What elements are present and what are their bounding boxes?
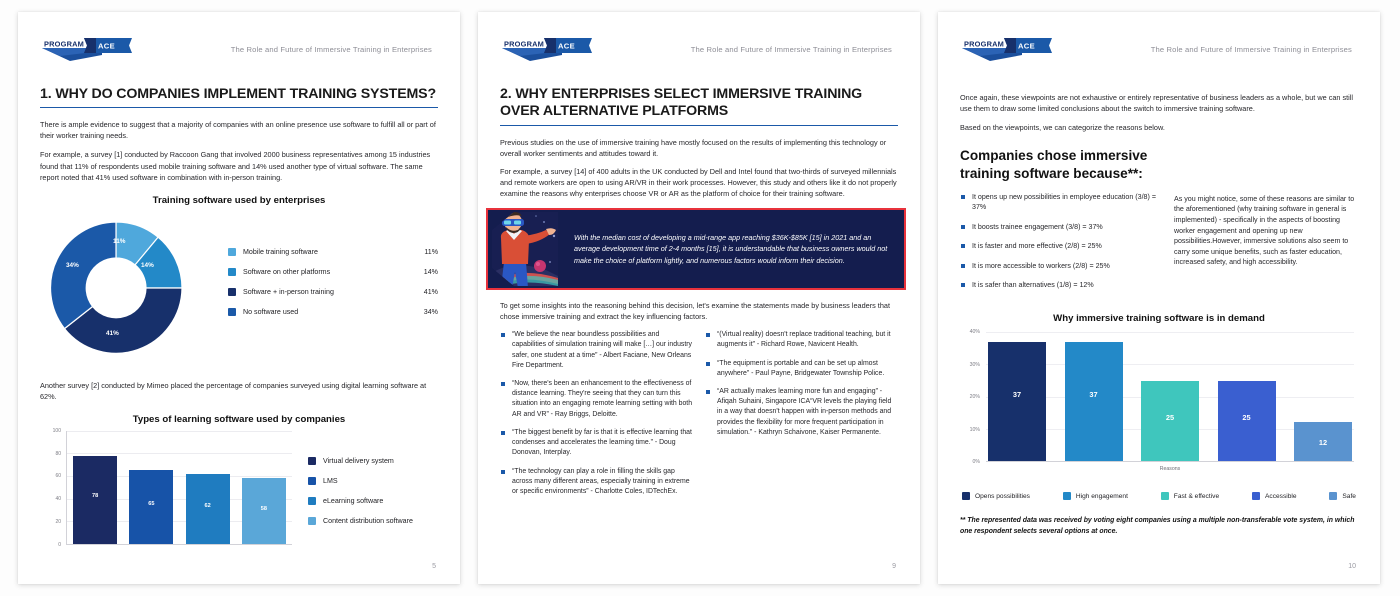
legend-swatch [228,268,236,276]
list-item: “The equipment is portable and can be set up almost anywhere” - Paul Payne, Bridgewater Township Police. [705,359,898,379]
legend-label: Virtual delivery system [323,456,394,465]
list-item: “We believe the near boundless possibilities and capabilities of simulation training will make […] our industry safer, one student at a time” - Albert Faciane, New Orleans Fire Department. [500,330,693,371]
donut-value-label: 14% [141,261,154,269]
quote-list [705,330,898,438]
legend-item [308,497,438,505]
bar-chart-title: Types of learning software used by companies [132,413,346,425]
legend-item [308,517,438,525]
callout-text: With the median cost of developing a mid-range app reaching $36K-$85K [15] in 2021 and an average development time of 2-4 months [15], it is understandable that business owners would not make the choice of platform lightly, and numerous factors would inform their decision. [574,233,888,265]
svg-text:PROGRAM: PROGRAM [504,39,544,49]
svg-text:ACE: ACE [98,41,115,51]
quote-list [500,330,693,497]
quotes-column-right [705,330,898,505]
legend-item [228,268,438,276]
paragraph: To get some insights into the reasoning behind this decision, let's examine the statements made by business leaders that chose immersive training and extract the key influencing factors. [500,301,890,322]
bar-chart-legend [298,431,438,537]
program-ace-logo [500,35,596,63]
list-item: It is safer than alternatives (1/8) = 12% [960,280,1160,290]
page-header [40,34,438,64]
paragraph: There is ample evidence to suggest that a majority of companies with an online presence use software to fulfill all or part of their worker training needs. [40,120,436,141]
svg-text:ACE: ACE [558,41,575,51]
plot-area [986,332,1354,462]
y-tick-label: 30% [969,361,980,368]
svg-text:ACE: ACE [1018,41,1035,51]
list-item: “AR actually makes learning more fun and engaging” - Afiqah Suhaini, Singapore ICA“VR levels the playing field in a way that doesn't happen with in-person methods and provides the flexibility for more frequent participation in simulation.” - Kathryn Schaivone, Kaiser Permanente. [705,387,898,438]
legend-label: Mobile training software [243,247,318,256]
document-page-5[interactable] [18,12,460,584]
legend-swatch [1063,492,1071,500]
page-number: 9 [892,563,896,570]
paragraph: Another survey [2] conducted by Mimeo placed the percentage of companies surveyed using digital learning software at 62%. [40,380,427,401]
bar-value-label: 12 [1318,437,1328,447]
donut-graphic [40,212,220,364]
bar-chart-graphic [960,329,1358,484]
program-ace-logo [960,35,1056,63]
bar-chart-legend [960,492,1358,500]
legend-value: 14% [423,267,438,276]
donut-legend [224,248,438,328]
bar [186,474,230,544]
bar-value-label: 65 [148,501,155,508]
legend-swatch [308,517,316,525]
legend-swatch [228,248,236,256]
header-document-title: The Role and Future of Immersive Training in Enterprises [1150,44,1352,54]
bar [988,342,1046,461]
document-page-10[interactable] [938,12,1380,584]
title-underline [40,107,438,108]
bar [1294,422,1352,461]
bar-chart-graphic [42,427,298,559]
list-item: “The biggest benefit by far is that it is effective learning that condenses and accelerates the learning time.” - Doug Donovan, Interplay. [500,428,693,459]
legend-swatch [1161,492,1169,500]
y-tick-label: 80 [55,450,61,457]
legend-value: 41% [423,287,438,296]
y-tick-label: 20 [55,519,61,526]
header-document-title: The Role and Future of Immersive Training in Enterprises [230,44,432,54]
y-tick-label: 40% [969,329,980,336]
page-title: 2. WHY ENTERPRISES SELECT IMMERSIVE TRAINING OVER ALTERNATIVE PLATFORMS [500,86,863,120]
legend-swatch [228,308,236,316]
page-header [960,34,1358,64]
legend-item [308,477,438,485]
paragraph: For example, a survey [1] conducted by Raccoon Gang that involved 2000 business representatives among 15 industries found that 11% of respondents used mobile training software and 14% used another type of virtual software. The same report noted that 41% used software in combination with in-person training. [40,150,431,182]
legend-label: LMS [323,476,338,485]
bar-chart-title: Why immersive training software is in demand [1053,313,1265,325]
header-document-title: The Role and Future of Immersive Training in Enterprises [690,44,892,54]
y-tick-label: 0 [58,541,61,548]
paragraph: Once again, these viewpoints are not exhaustive or entirely representative of business leaders as a whole, but we can still use them to draw some limited conclusions about the switch to immersive training software. [960,93,1354,114]
y-axis [42,427,64,548]
bar [73,456,117,544]
legend-swatch [962,492,970,500]
quotes-column-left [500,330,693,505]
bar [1065,342,1123,461]
legend-label: Software + in-person training [243,287,334,296]
bar [242,478,286,544]
bars-group [986,332,1354,461]
legend-item [1252,492,1297,500]
y-tick-label: 20% [969,394,980,401]
vr-person-illustration [488,210,570,288]
y-tick-label: 10% [969,426,980,433]
bars-group [67,431,292,544]
page-header [500,34,898,64]
donut-value-label: 11% [113,237,126,245]
bar-value-label: 62 [204,503,211,510]
reasons-section [960,192,1358,300]
bar-value-label: 37 [1012,389,1022,399]
callout-box [486,208,906,290]
paragraph: Previous studies on the use of immersive training have mostly focused on the results of implementing this technology or overall worker sentiments and attitudes toward it. [500,137,887,158]
legend-swatch [1329,492,1337,500]
y-axis [960,329,984,466]
list-item: “Now, there's been an enhancement to the effectiveness of distance learning. They're seeing that they can turn this situation into an engaging remote learning setting with both AR and VR” - Ray Briggs, Deloitte. [500,379,693,420]
list-item: It is more accessible to workers (2/8) = 25% [960,261,1160,271]
svg-text:PROGRAM: PROGRAM [964,39,1004,49]
bar-value-label: 37 [1089,389,1098,399]
legend-label: Accessible [1265,492,1297,500]
legend-item [308,457,438,465]
side-note: As you might notice, some of these reasons are similar to the aforementioned (why training software in general is implemented) - specifically in the aspects of boosting worker engagement and opening up new possibilities.However, immersive solutions also seem to carry some unique benefits, such as faster education, increased safety, and high accessibility. [1174,194,1355,267]
section-subheading: Companies chose immersive training software because**: [960,148,1148,181]
bar [1141,381,1199,462]
list-item: It boosts trainee engagement (3/8) = 37% [960,222,1160,232]
donut-chart-title: Training software used by enterprises [152,194,326,206]
legend-label: Software on other platforms [243,267,331,276]
page-number: 10 [1348,563,1356,570]
title-underline [500,125,898,126]
chart-footnote: ** The represented data was received by voting eight companies using a multiple non-transferable vote system, in which one respondent selects several options at once. [960,517,1355,535]
list-item: “(Virtual reality) doesn't replace traditional teaching, but it augments it” - Richard Rowe, Navicent Health. [705,330,898,350]
legend-swatch [308,497,316,505]
list-item: It is faster and more effective (2/8) = 25% [960,241,1160,251]
legend-swatch [308,457,316,465]
legend-swatch [308,477,316,485]
legend-item [228,248,438,256]
list-item: It opens up new possibilities in employee education (3/8) = 37% [960,192,1160,213]
reasons-list-column [960,192,1160,300]
legend-label: High engagement [1075,492,1128,500]
legend-item [1063,492,1128,500]
legend-item [1329,492,1356,500]
legend-item [228,288,438,296]
paragraph: For example, a survey [14] of 400 adults in the UK conducted by Dell and Intel found that two-thirds of surveyed millennials and remote workers are open to using AR/VR in their work processes. However, this study and others like it do not properly examine the reasons why enterprises choose VR or AR as the platform of choice for their training software. [500,166,897,198]
bar-value-label: 78 [92,492,99,499]
donut-chart [40,212,438,364]
plot-area [66,431,292,545]
y-tick-label: 60 [55,473,61,480]
page-number: 5 [432,563,436,570]
legend-label: Opens possibilities [975,492,1030,500]
svg-text:PROGRAM: PROGRAM [44,39,84,49]
paragraph: Based on the viewpoints, we can categorize the reasons below. [960,123,1165,133]
list-item: “The technology can play a role in filling the skills gap across many different areas, especially training in extreme or specific environments” - Charlotte Coles, IDTechEx. [500,467,693,498]
bar-value-label: 58 [260,505,267,512]
legend-item [228,308,438,316]
y-tick-label: 100 [52,427,61,434]
legend-item [962,492,1030,500]
legend-label: eLearning software [323,496,384,505]
legend-label: No software used [243,307,299,316]
legend-value: 11% [424,247,438,256]
legend-label: Content distribution software [323,516,413,525]
bar-value-label: 25 [1165,412,1175,422]
reasons-list [960,192,1160,291]
program-ace-logo [40,35,136,63]
page-title: 1. WHY DO COMPANIES IMPLEMENT TRAINING SYSTEMS? [40,86,437,102]
bar [129,470,173,543]
document-page-9[interactable] [478,12,920,584]
y-tick-label: 0% [972,459,980,466]
donut-value-label: 41% [106,329,119,337]
legend-swatch [228,288,236,296]
legend-item [1161,492,1219,500]
bar-value-label: 25 [1242,412,1251,422]
legend-label: Fast & effective [1173,492,1220,500]
legend-swatch [1252,492,1260,500]
bar-chart [40,427,438,559]
quotes-columns [500,330,898,505]
x-axis-label: Reasons [1159,466,1181,473]
legend-label: Safe [1342,492,1356,500]
bar [1218,381,1276,462]
donut-value-label: 34% [66,261,79,269]
legend-value: 34% [423,307,438,316]
y-tick-label: 40 [55,496,61,503]
